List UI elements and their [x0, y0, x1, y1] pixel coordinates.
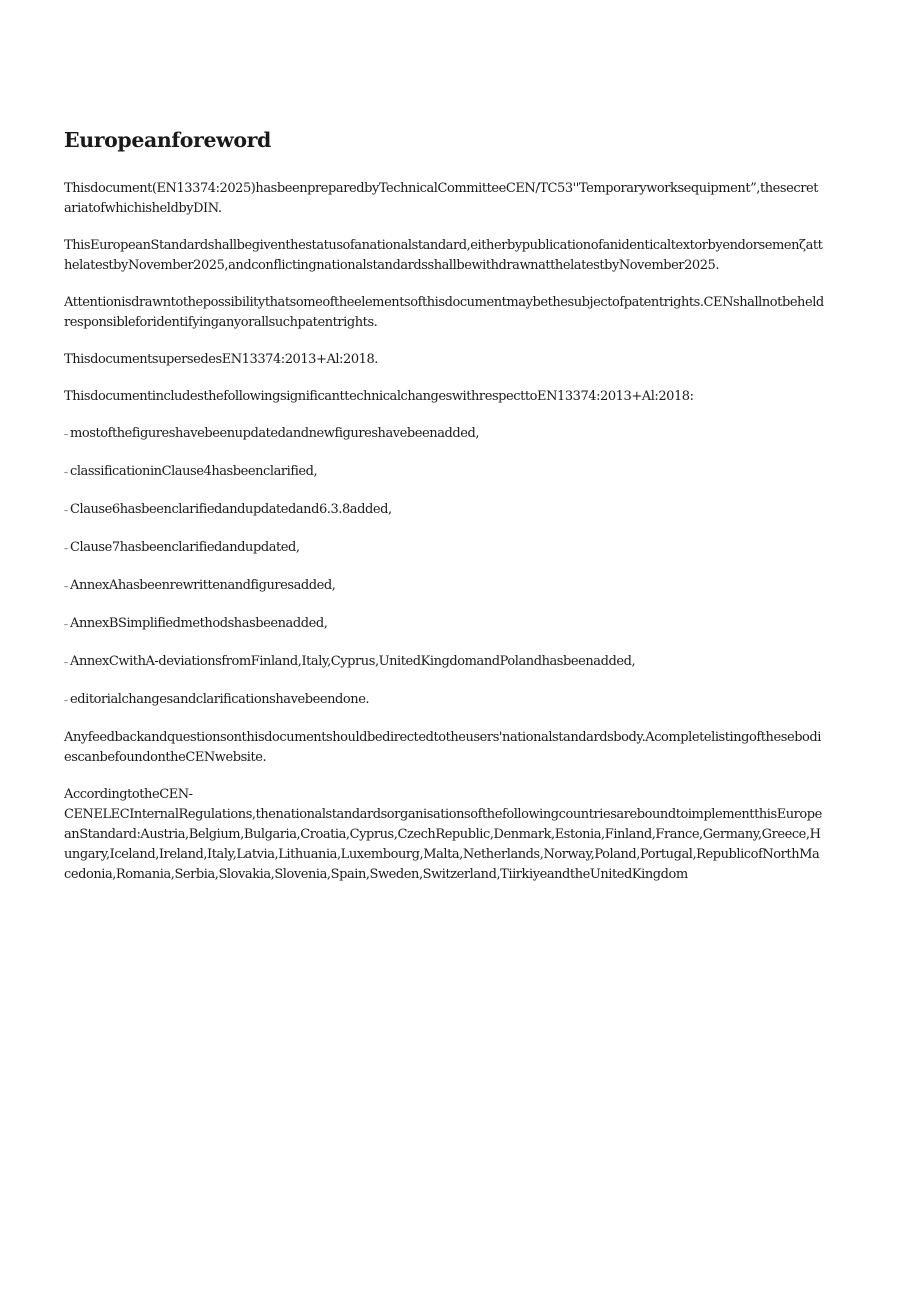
- paragraph-patent: Attentionisdrawntothepossibilitythatsomeoftheelementsofthisdocumentmaybethesubjectofpatentrights.CENshallnotbeheldresponsibleforidentifyinganyorallsuchpatentrights.: [64, 295, 824, 330]
- dash-bullet-icon: –: [64, 430, 68, 439]
- paragraph-preparation: Thisdocument(EN13374:2025)hasbeenpreparedbyTechnicalCommitteeCEN/TC53''Temporaryworksequipment”,thesecretariatofwhichisheldbyDIN.: [64, 181, 818, 216]
- page-title: Europeanforeword: [64, 128, 271, 152]
- paragraph-according: [64, 785, 824, 885]
- list-item: [64, 462, 824, 483]
- dash-bullet-icon: –: [64, 468, 68, 477]
- according-countries: CENELECInternalRegulations,thenationalstandardsorganisationsofthefollowingcountriesareboundtoimplementthisEuropeanStandard:Austria,Belgium,Bulgaria,Croatia,Cyprus,CzechRepublic,Denmark,Estonia,Finland,France,Germany,Greece,Hungary,Iceland,Ireland,Italy,Latvia,Lithuania,Luxembourg,Malta,Netherlands,Norway,Poland,Portugal,RepublicofNorthMacedonia,Romania,Serbia,Slovakia,Slovenia,Spain,Sweden,Switzerland,TiirkiyeandtheUnitedKingdom: [64, 807, 822, 882]
- paragraph-feedback: Anyfeedbackandquestionsonthisdocumentshouldbedirectedtotheusers'nationalstandardsbody.AcompletelistingofthesebodiescanbefoundontheCENwebsite.: [64, 730, 822, 765]
- list-item-text: AnnexAhasbeenrewrittenandfiguresadded,: [70, 578, 336, 593]
- list-item: [64, 614, 824, 635]
- dash-bullet-icon: –: [64, 582, 68, 591]
- list-item: [64, 576, 824, 597]
- changes-list: [64, 424, 824, 711]
- paragraph-status: ThisEuropeanStandardshallbegiventhestatusofanationalstandard,eitherbypublicationofanidenticaltextorbyendorsemenζatthelatestbyNovember2025,andconflictingnationalstandardsshallbewithdrawnatthelatestbyNovember2025.: [64, 238, 823, 273]
- list-item-text: AnnexBSimplifiedmethodshasbeenadded,: [70, 616, 328, 631]
- list-item-text: mostofthefigureshavebeenupdatedandnewfigureshavebeenadded,: [70, 426, 480, 441]
- dash-bullet-icon: –: [64, 696, 68, 705]
- list-item: [64, 424, 824, 445]
- list-item-text: Clause6hasbeenclarifiedandupdatedand6.3.8added,: [70, 502, 392, 517]
- paragraph-changes-intro: ThisdocumentincludesthefollowingsignificanttechnicalchangeswithrespecttoEN13374:2013+Al:2018:: [64, 389, 694, 404]
- list-item-text: classificationinClause4hasbeenclarified,: [70, 464, 318, 479]
- list-item-text: Clause7hasbeenclarifiedandupdated,: [70, 540, 300, 555]
- list-item: [64, 690, 824, 711]
- list-item: [64, 652, 824, 673]
- list-item-text: editorialchangesandclarificationshavebeendone.: [70, 692, 370, 707]
- list-item: [64, 538, 824, 559]
- dash-bullet-icon: –: [64, 658, 68, 667]
- list-item-text: AnnexCwithA-deviationsfromFinland,Italy,Cyprus,UnitedKingdomandPolandhasbeenadded,: [70, 654, 636, 669]
- dash-bullet-icon: –: [64, 544, 68, 553]
- document-page: [64, 125, 824, 902]
- list-item: [64, 500, 824, 521]
- paragraph-supersedes: ThisdocumentsupersedesEN13374:2013+Al:2018.: [64, 352, 378, 367]
- according-line-1: AccordingtotheCEN-: [64, 787, 193, 802]
- dash-bullet-icon: –: [64, 506, 68, 515]
- dash-bullet-icon: –: [64, 620, 68, 629]
